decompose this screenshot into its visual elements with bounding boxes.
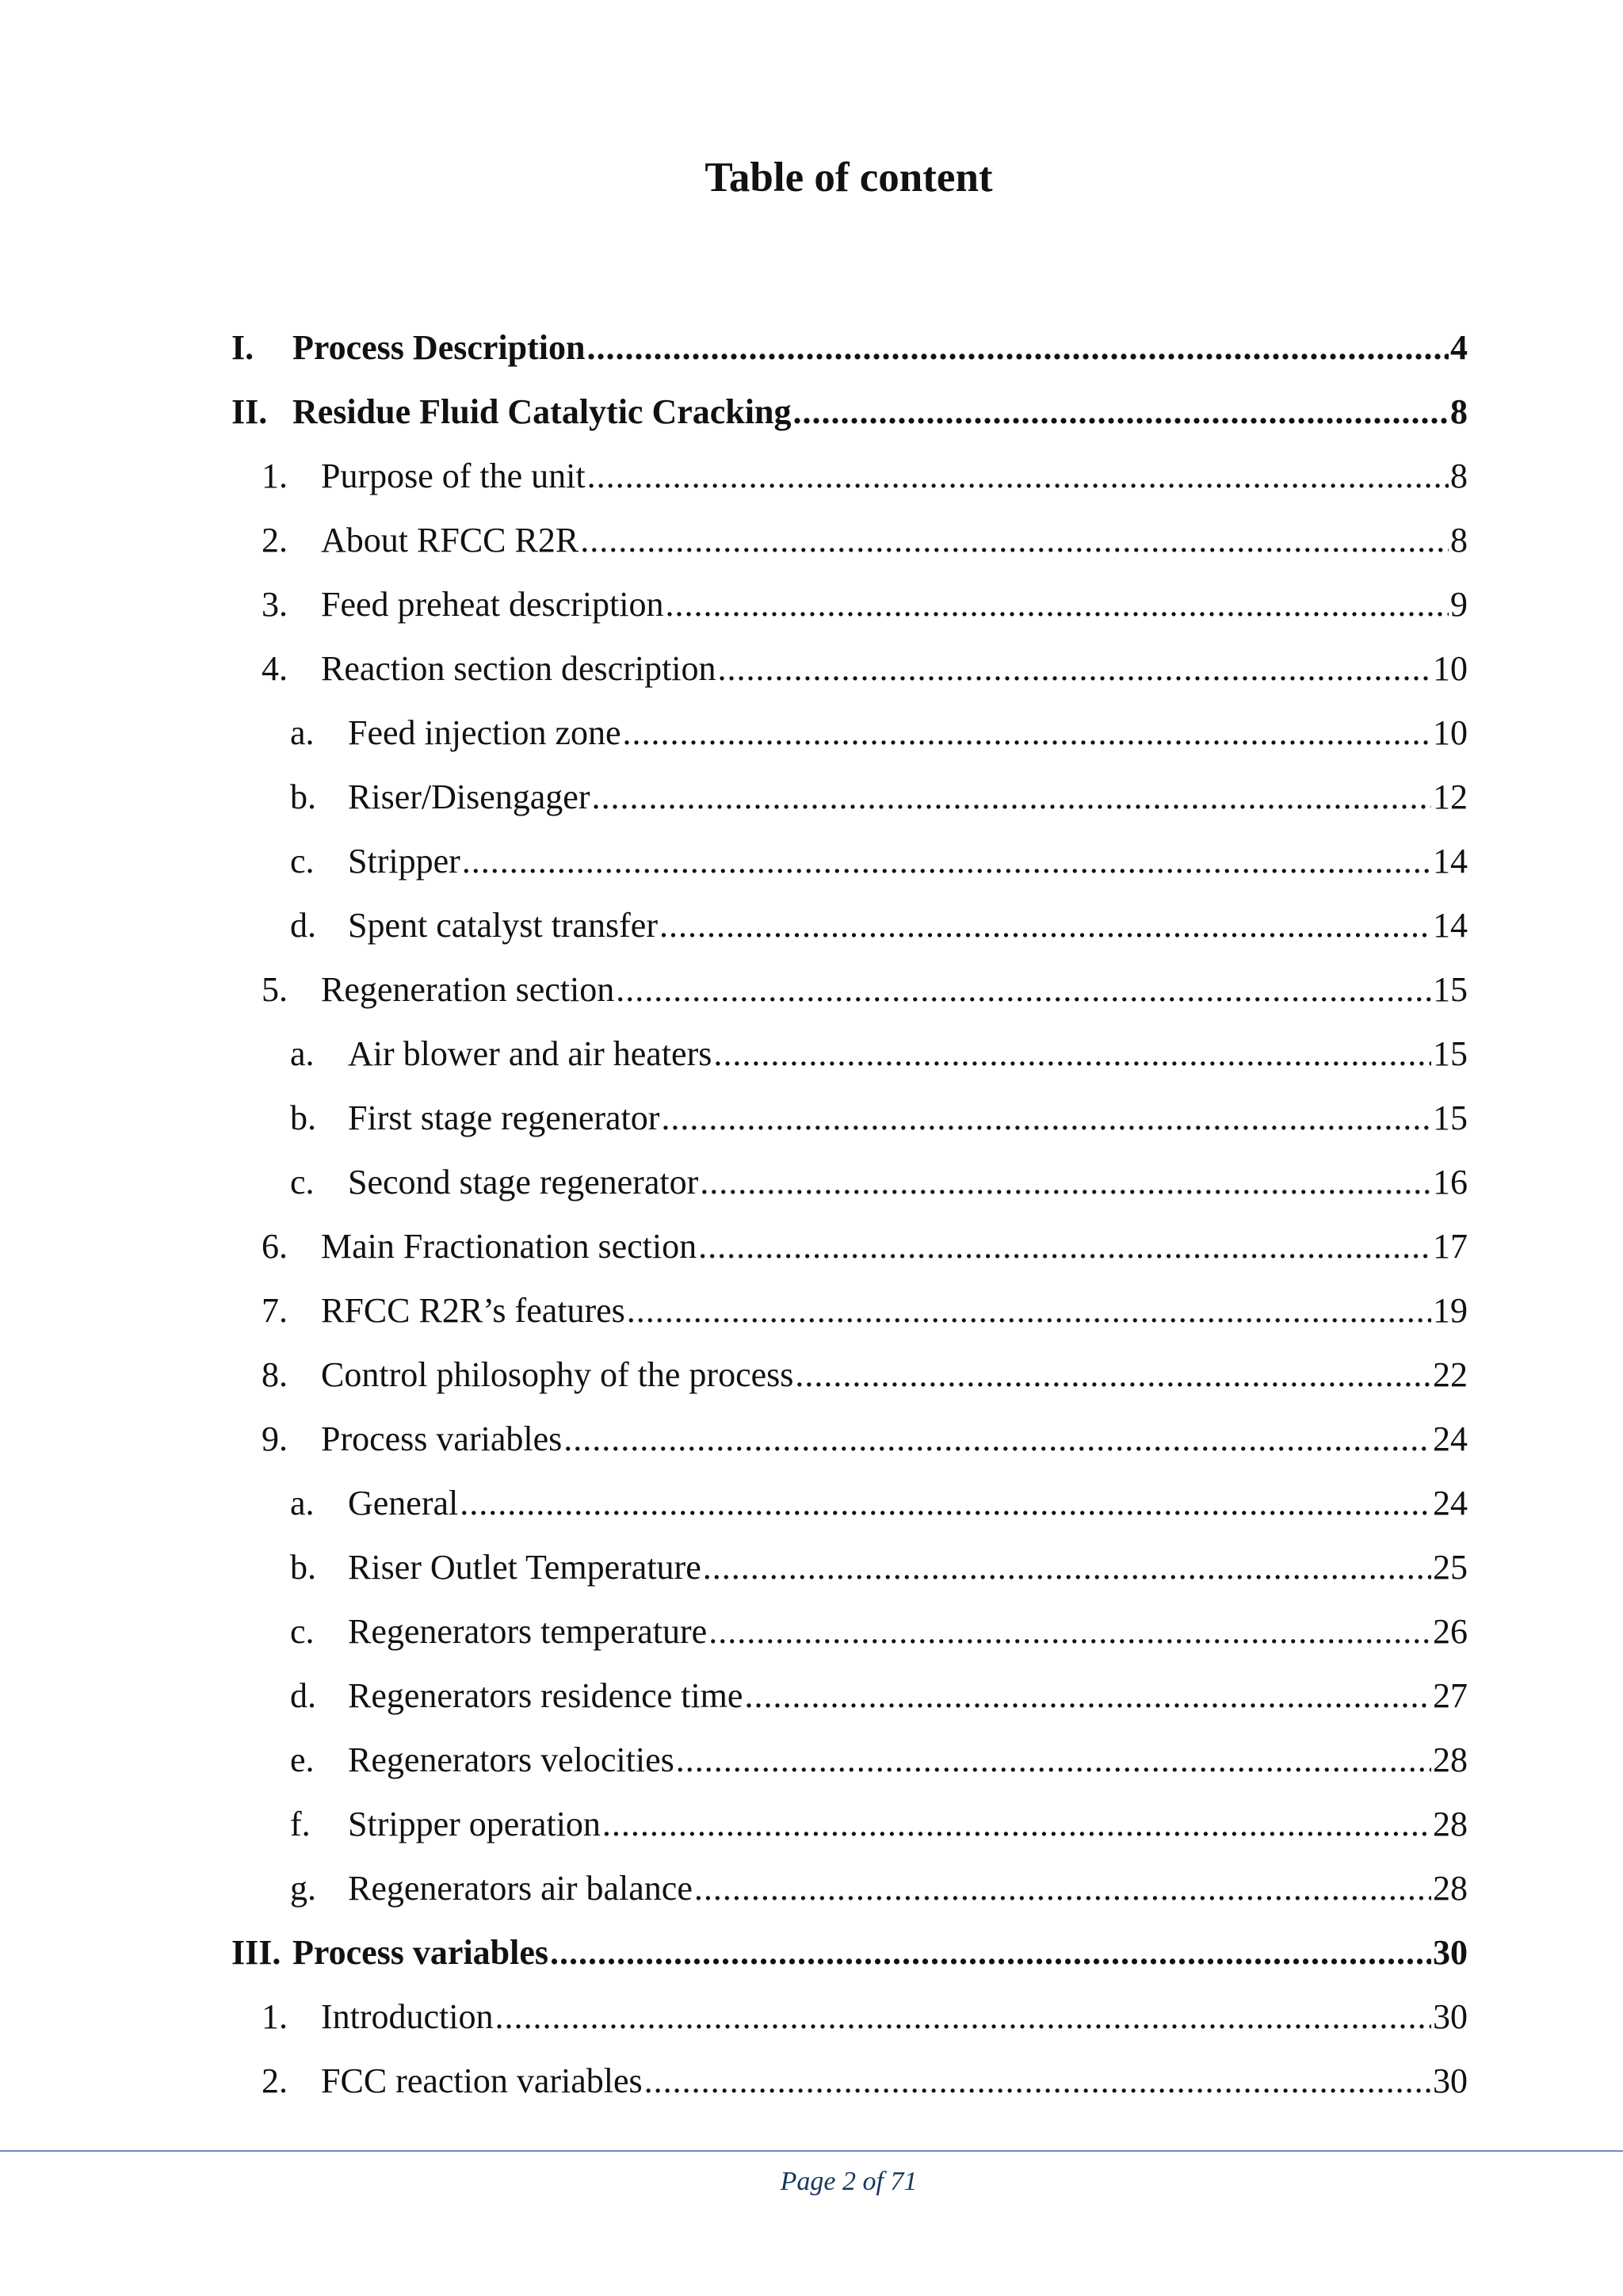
toc-dot-leader	[744, 1664, 1431, 1728]
toc-dot-leader	[644, 2049, 1431, 2113]
toc-dot-leader	[591, 765, 1431, 829]
toc-entry-page: 27	[1433, 1676, 1468, 1715]
toc-entry-page: 22	[1433, 1355, 1468, 1394]
toc-entry-number: 7.	[262, 1291, 288, 1330]
toc-entry-number: c.	[290, 1612, 315, 1651]
toc-dot-leader	[792, 380, 1449, 444]
toc-entry-number: III.	[231, 1933, 281, 1972]
toc-dot-leader	[462, 829, 1431, 893]
toc-entry-title: Reaction section description	[321, 649, 716, 688]
toc-entry-title: About RFCC R2R	[321, 521, 579, 560]
toc-entry-title: Regeneration section	[321, 970, 615, 1009]
toc-dot-leader	[659, 893, 1431, 957]
toc-entry-number: c.	[290, 1163, 315, 1201]
toc-entry[interactable]	[231, 1599, 1468, 1664]
toc-entry-title: Main Fractionation section	[321, 1227, 697, 1266]
toc-entry-number: e.	[290, 1740, 315, 1779]
toc-dot-leader	[795, 1343, 1431, 1407]
toc-entry-number: b.	[290, 1548, 316, 1587]
toc-dot-leader	[563, 1407, 1431, 1471]
toc-entry[interactable]	[231, 1920, 1468, 1985]
table-of-contents	[231, 315, 1468, 2113]
toc-entry[interactable]	[231, 1214, 1468, 1278]
toc-entry-title: Stripper	[348, 842, 460, 881]
toc-entry-page: 28	[1433, 1805, 1468, 1843]
toc-entry-title: Introduction	[321, 1997, 494, 2036]
toc-entry-page: 26	[1433, 1612, 1468, 1651]
toc-entry-number: 1.	[262, 457, 288, 495]
toc-entry-number: f.	[290, 1805, 311, 1843]
toc-entry-title: First stage regenerator	[348, 1098, 660, 1137]
toc-entry-title: Process Description	[292, 328, 586, 367]
toc-dot-leader	[580, 508, 1449, 572]
toc-entry-page: 9	[1450, 585, 1468, 624]
toc-entry-number: 9.	[262, 1419, 288, 1458]
toc-entry-title: RFCC R2R’s features	[321, 1291, 625, 1330]
toc-entry-page: 8	[1450, 457, 1468, 495]
toc-entry-title: General	[348, 1484, 459, 1522]
toc-entry-number: 1.	[262, 1997, 288, 2036]
toc-entry-page: 25	[1433, 1548, 1468, 1587]
toc-entry-number: b.	[290, 1098, 316, 1137]
toc-entry[interactable]	[231, 1535, 1468, 1599]
toc-entry[interactable]	[231, 765, 1468, 829]
toc-dot-leader	[694, 1856, 1431, 1920]
toc-entry-page: 14	[1433, 906, 1468, 945]
toc-entry[interactable]	[231, 1278, 1468, 1343]
toc-entry[interactable]	[231, 2049, 1468, 2113]
toc-entry[interactable]	[231, 315, 1468, 380]
toc-dot-leader	[495, 1985, 1431, 2049]
toc-entry-page: 30	[1433, 1933, 1468, 1972]
toc-entry-number: 4.	[262, 649, 288, 688]
toc-entry-title: Regenerators residence time	[348, 1676, 743, 1715]
toc-dot-leader	[718, 636, 1431, 701]
toc-entry-number: b.	[290, 777, 316, 816]
toc-entry-page: 16	[1433, 1163, 1468, 1201]
toc-entry-title: Regenerators air balance	[348, 1869, 693, 1908]
toc-entry[interactable]	[231, 508, 1468, 572]
toc-entry-title: Riser Outlet Temperature	[348, 1548, 701, 1587]
toc-dot-leader	[460, 1471, 1431, 1535]
toc-entry-page: 14	[1433, 842, 1468, 881]
toc-entry-page: 24	[1433, 1419, 1468, 1458]
toc-entry[interactable]	[231, 1022, 1468, 1086]
toc-entry-title: Stripper operation	[348, 1805, 601, 1843]
toc-dot-leader	[708, 1599, 1431, 1664]
toc-entry-page: 30	[1433, 1997, 1468, 2036]
toc-entry[interactable]	[231, 829, 1468, 893]
toc-entry[interactable]	[231, 636, 1468, 701]
toc-entry[interactable]	[231, 380, 1468, 444]
toc-entry[interactable]	[231, 1343, 1468, 1407]
toc-entry-page: 15	[1433, 1098, 1468, 1137]
toc-entry[interactable]	[231, 1792, 1468, 1856]
toc-dot-leader	[587, 444, 1449, 508]
toc-dot-leader	[661, 1086, 1431, 1150]
toc-entry[interactable]	[231, 1086, 1468, 1150]
toc-entry-number: d.	[290, 1676, 316, 1715]
toc-entry-number: 8.	[262, 1355, 288, 1394]
toc-entry-title: Riser/Disengager	[348, 777, 590, 816]
toc-entry[interactable]	[231, 444, 1468, 508]
toc-entry-number: 2.	[262, 2061, 288, 2100]
toc-dot-leader	[623, 701, 1431, 765]
toc-dot-leader	[676, 1728, 1431, 1792]
toc-entry-page: 19	[1433, 1291, 1468, 1330]
toc-dot-leader	[698, 1214, 1431, 1278]
toc-entry-number: 2.	[262, 521, 288, 560]
toc-entry[interactable]	[231, 1728, 1468, 1792]
toc-dot-leader	[602, 1792, 1431, 1856]
toc-entry-number: g.	[290, 1869, 316, 1908]
toc-entry-number: 5.	[262, 970, 288, 1009]
toc-entry-number: a.	[290, 1484, 315, 1522]
toc-entry-page: 4	[1450, 328, 1468, 367]
toc-entry[interactable]	[231, 1985, 1468, 2049]
toc-entry[interactable]	[231, 1407, 1468, 1471]
toc-dot-leader	[627, 1278, 1431, 1343]
toc-entry-page: 15	[1433, 1034, 1468, 1073]
toc-entry[interactable]	[231, 893, 1468, 957]
toc-dot-leader	[550, 1920, 1431, 1985]
toc-entry-page: 24	[1433, 1484, 1468, 1522]
toc-entry-title: Process variables	[321, 1419, 563, 1458]
page-number-footer: Page 2 of 71	[780, 2167, 918, 2196]
toc-entry[interactable]	[231, 957, 1468, 1022]
page-title: Table of content	[705, 155, 993, 201]
toc-entry-number: c.	[290, 842, 315, 881]
toc-entry-title: Spent catalyst transfer	[348, 906, 658, 945]
toc-dot-leader	[713, 1022, 1431, 1086]
toc-entry[interactable]	[231, 572, 1468, 636]
toc-entry-title: Process variables	[292, 1933, 549, 1972]
toc-entry-page: 28	[1433, 1740, 1468, 1779]
toc-entry-page: 8	[1450, 392, 1468, 431]
toc-entry-page: 8	[1450, 521, 1468, 560]
footer-divider	[0, 2150, 1623, 2152]
toc-entry-title: Feed preheat description	[321, 585, 664, 624]
toc-entry-number: 6.	[262, 1227, 288, 1266]
toc-entry-title: Purpose of the unit	[321, 457, 586, 495]
toc-dot-leader	[700, 1150, 1431, 1214]
toc-entry-title: Regenerators temperature	[348, 1612, 708, 1651]
toc-entry-page: 28	[1433, 1869, 1468, 1908]
toc-entry-page: 10	[1433, 713, 1468, 752]
toc-entry[interactable]	[231, 701, 1468, 765]
toc-entry-number: II.	[231, 392, 268, 431]
toc-entry-page: 15	[1433, 970, 1468, 1009]
toc-entry-number: a.	[290, 713, 315, 752]
toc-entry-page: 30	[1433, 2061, 1468, 2100]
toc-entry-title: Control philosophy of the process	[321, 1355, 794, 1394]
toc-entry-number: a.	[290, 1034, 315, 1073]
toc-dot-leader	[703, 1535, 1431, 1599]
toc-entry[interactable]	[231, 1150, 1468, 1214]
toc-entry-title: Regenerators velocities	[348, 1740, 674, 1779]
toc-entry-title: Air blower and air heaters	[348, 1034, 712, 1073]
toc-entry-page: 17	[1433, 1227, 1468, 1266]
toc-entry-title: FCC reaction variables	[321, 2061, 643, 2100]
toc-entry-title: Feed injection zone	[348, 713, 621, 752]
toc-entry-title: Second stage regenerator	[348, 1163, 699, 1201]
toc-entry-number: d.	[290, 906, 316, 945]
toc-entry-page: 12	[1433, 777, 1468, 816]
toc-entry[interactable]	[231, 1856, 1468, 1920]
toc-dot-leader	[586, 315, 1449, 380]
toc-entry[interactable]	[231, 1664, 1468, 1728]
toc-entry-title: Residue Fluid Catalytic Cracking	[292, 392, 792, 431]
toc-entry-number: 3.	[262, 585, 288, 624]
toc-entry-number: I.	[231, 328, 254, 367]
toc-dot-leader	[616, 957, 1431, 1022]
toc-dot-leader	[666, 572, 1449, 636]
toc-entry[interactable]	[231, 1471, 1468, 1535]
toc-entry-page: 10	[1433, 649, 1468, 688]
